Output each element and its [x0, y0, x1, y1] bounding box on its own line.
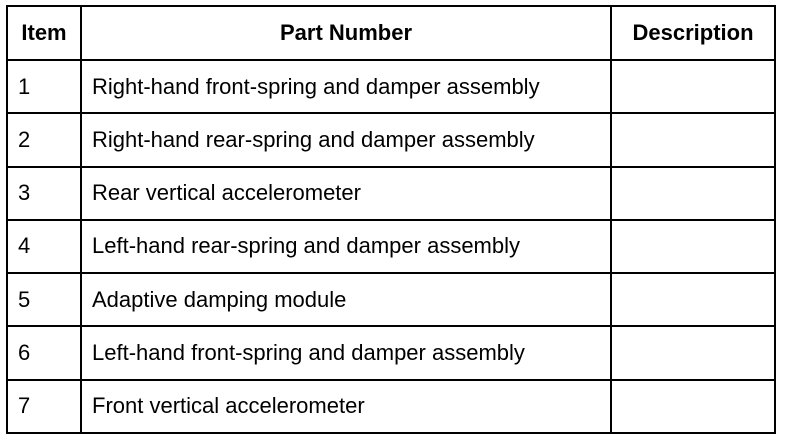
item-cell: 7 — [7, 380, 81, 433]
table-row — [7, 113, 775, 166]
parts-table — [6, 5, 776, 434]
header-description: Description — [611, 6, 775, 60]
part-number-cell: Right-hand rear-spring and damper assembly — [81, 113, 611, 166]
description-cell — [611, 167, 775, 220]
table-row — [7, 326, 775, 379]
item-cell: 5 — [7, 273, 81, 326]
part-number-cell: Left-hand front-spring and damper assembly — [81, 326, 611, 379]
part-number-cell: Rear vertical accelerometer — [81, 167, 611, 220]
table-row — [7, 60, 775, 113]
description-cell — [611, 60, 775, 113]
header-item: Item — [7, 6, 81, 60]
description-cell — [611, 273, 775, 326]
item-cell: 6 — [7, 326, 81, 379]
item-cell: 3 — [7, 167, 81, 220]
part-number-cell: Left-hand rear-spring and damper assembly — [81, 220, 611, 273]
item-cell: 2 — [7, 113, 81, 166]
part-number-cell: Front vertical accelerometer — [81, 380, 611, 433]
table-body — [7, 60, 775, 433]
table-row — [7, 220, 775, 273]
table-header — [7, 6, 775, 60]
description-cell — [611, 113, 775, 166]
description-cell — [611, 326, 775, 379]
part-number-cell: Right-hand front-spring and damper assembly — [81, 60, 611, 113]
item-cell: 1 — [7, 60, 81, 113]
table-row — [7, 167, 775, 220]
description-cell — [611, 380, 775, 433]
header-row — [7, 6, 775, 60]
item-cell: 4 — [7, 220, 81, 273]
description-cell — [611, 220, 775, 273]
header-part-number: Part Number — [81, 6, 611, 60]
table-row — [7, 380, 775, 433]
table-row — [7, 273, 775, 326]
part-number-cell: Adaptive damping module — [81, 273, 611, 326]
